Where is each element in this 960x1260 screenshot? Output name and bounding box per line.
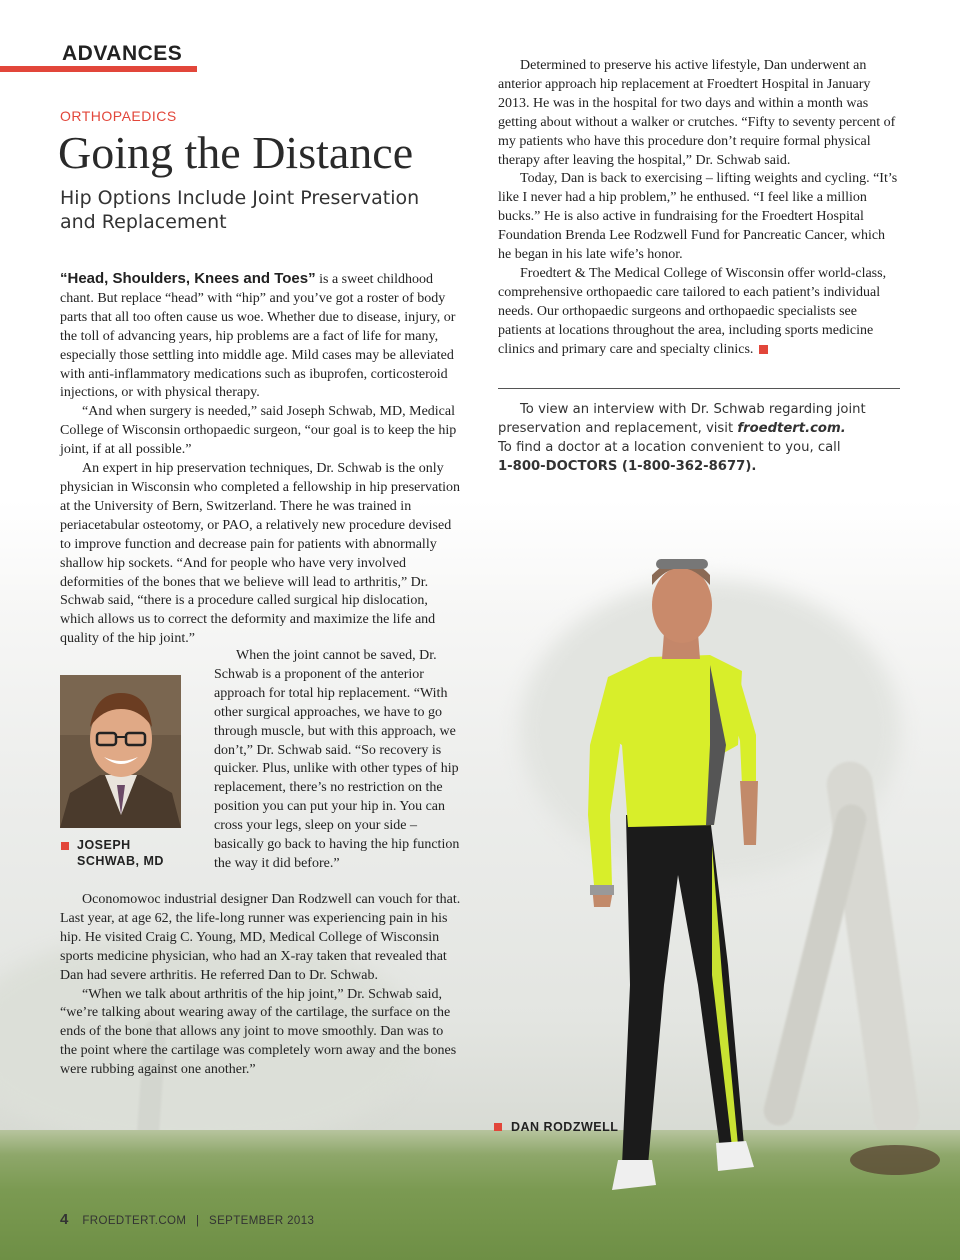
cta-doctor: To find a doctor at a location convenient to you, call — [498, 440, 841, 455]
portrait-illustration — [60, 675, 181, 828]
paragraph: Today, Dan is back to exercising – lifting weights and cycling. “It’s like I never had a hip problem,” he enthused. “I feel like a million bucks.” He is also active in fundraising for the Froedtert Hospital Foundation Brenda Lee Rodzwell Fund for Pancreatic Cancer, which he began in his late wife’s honor. — [498, 171, 898, 263]
paragraph: Determined to preserve his active lifestyle, Dan underwent an anterior approach hip replacement at Froedtert Hospital in January 2013. He was in the hospital for two days and within a month was getting about without a walker or crutches. “Fifty to seventy percent of my patients who have this procedure don’t require formal physical therapy after leaving the hospital,” Dr. Schwab said. — [498, 58, 896, 168]
article-column-2 — [498, 57, 900, 360]
article-kicker: ORTHOPAEDICS — [60, 108, 177, 124]
section-label: ADVANCES — [62, 42, 183, 65]
paragraph-text: is a sweet childhood chant. But replace “head” with “hip” and you’ve got a roster of body parts that all too often cause us woe. Whether due to disease, injury, or the toll of advancing years, hip problems are a fact of life for many, especially those settling into middle age. Mild cases may be alleviated with anti-inflammatory medications such as ibuprofen, corticosteroid injections, or with physical therapy. — [60, 272, 456, 401]
article-column-1-wrap — [214, 647, 464, 874]
article-column-1 — [60, 270, 463, 649]
page-footer — [60, 1211, 314, 1228]
cta-interview — [498, 400, 908, 438]
publication-name: FROEDTERT.COM — [82, 1215, 187, 1227]
end-mark-icon — [759, 345, 768, 354]
article-column-1-bottom — [60, 891, 463, 1080]
cta-text: To view an interview with Dr. Schwab regarding joint preservation and replacement, visit — [498, 402, 866, 436]
article-subtitle: Hip Options Include Joint Preservation and Replacement — [60, 187, 420, 233]
portrait-caption-line1: JOSEPH — [77, 838, 131, 852]
footer-separator: | — [196, 1215, 200, 1227]
walking-man-illustration — [560, 545, 790, 1205]
portrait-photo — [60, 675, 181, 828]
page-number: 4 — [60, 1211, 69, 1228]
article-title: Going the Distance — [58, 127, 414, 178]
paragraph: When the joint cannot be saved, Dr. Schwab is a proponent of the anterior approach for total hip replacement. “With other surgical approaches, we have to go through muscle, but with this approach, we don’t,” Dr. Schwab said. “So recovery is quicker. Plus, unlike with other types of hip replacement, there’s no restriction on the position you can put your hip in. You can cross your legs, sleep on your side – basically go back to having the hip function the way it did before.” — [214, 648, 460, 871]
paragraph: “When we talk about arthritis of the hip joint,” Dr. Schwab said, “we’re talking about wearing away of the cartilage, the surface on the ends of the bone that allows any joint to move smoothly. Dan was to the point where the cartilage was completely worn away and the bones were rubbing against one another.” — [60, 986, 457, 1078]
paragraph — [60, 270, 463, 403]
call-to-action — [498, 400, 908, 476]
photo-caption: DAN RODZWELL — [511, 1120, 619, 1134]
grass-field — [0, 1130, 960, 1260]
section-accent-bar — [0, 66, 197, 72]
paragraph: “And when surgery is needed,” said Joseph Schwab, MD, Medical College of Wisconsin orthopaedic surgeon, “our goal is to keep the hip joint, if at all possible.” — [60, 404, 457, 458]
portrait-caption-line2: SCHWAB, MD — [77, 854, 164, 868]
website-link[interactable]: froedtert.com. — [737, 421, 846, 436]
issue-date: SEPTEMBER 2013 — [209, 1215, 315, 1227]
divider — [498, 388, 900, 389]
caption-marker — [494, 1123, 502, 1131]
paragraph: An expert in hip preservation techniques, Dr. Schwab is the only physician in Wisconsin who completed a fellowship in hip preservation at the University of Bern, Switzerland. There he was trained in periacetabular osteotomy, or PAO, a relatively new procedure devised to improve function and decrease pain for patients with abnormally shallow hip sockets. “And for people who have very involved deformities of the bones that we believe will lead to arthritis,” Dr. Schwab said, “there is a procedure called surgical hip dislocation, which allows us to correct the deformity and maximize the life and quality of the hip joint.” — [60, 461, 461, 647]
paragraph: Oconomowoc industrial designer Dan Rodzwell can vouch for that. Last year, at age 62, the life-long runner was experiencing pain in his hip. He visited Craig C. Young, MD, Medical College of Wisconsin sports medicine physician, who had an X-ray taken that revealed that Dan had severe arthritis. He referred Dan to Dr. Schwab. — [60, 892, 461, 983]
paragraph — [498, 265, 900, 360]
caption-marker — [61, 842, 69, 850]
phone-number[interactable]: 1-800-DOCTORS (1-800-362-8677). — [498, 459, 757, 474]
lead-in: “Head, Shoulders, Knees and Toes” — [60, 270, 316, 287]
paragraph-text: Froedtert & The Medical College of Wisconsin offer world-class, comprehensive orthopaedic care tailored to each patient’s individual needs. Our orthopaedic surgeons and orthopaedic specialists see patients at locations throughout the area, including sports medicine clinics and primary care and specialty clinics. — [498, 265, 887, 357]
dirt-mound — [850, 1145, 940, 1175]
